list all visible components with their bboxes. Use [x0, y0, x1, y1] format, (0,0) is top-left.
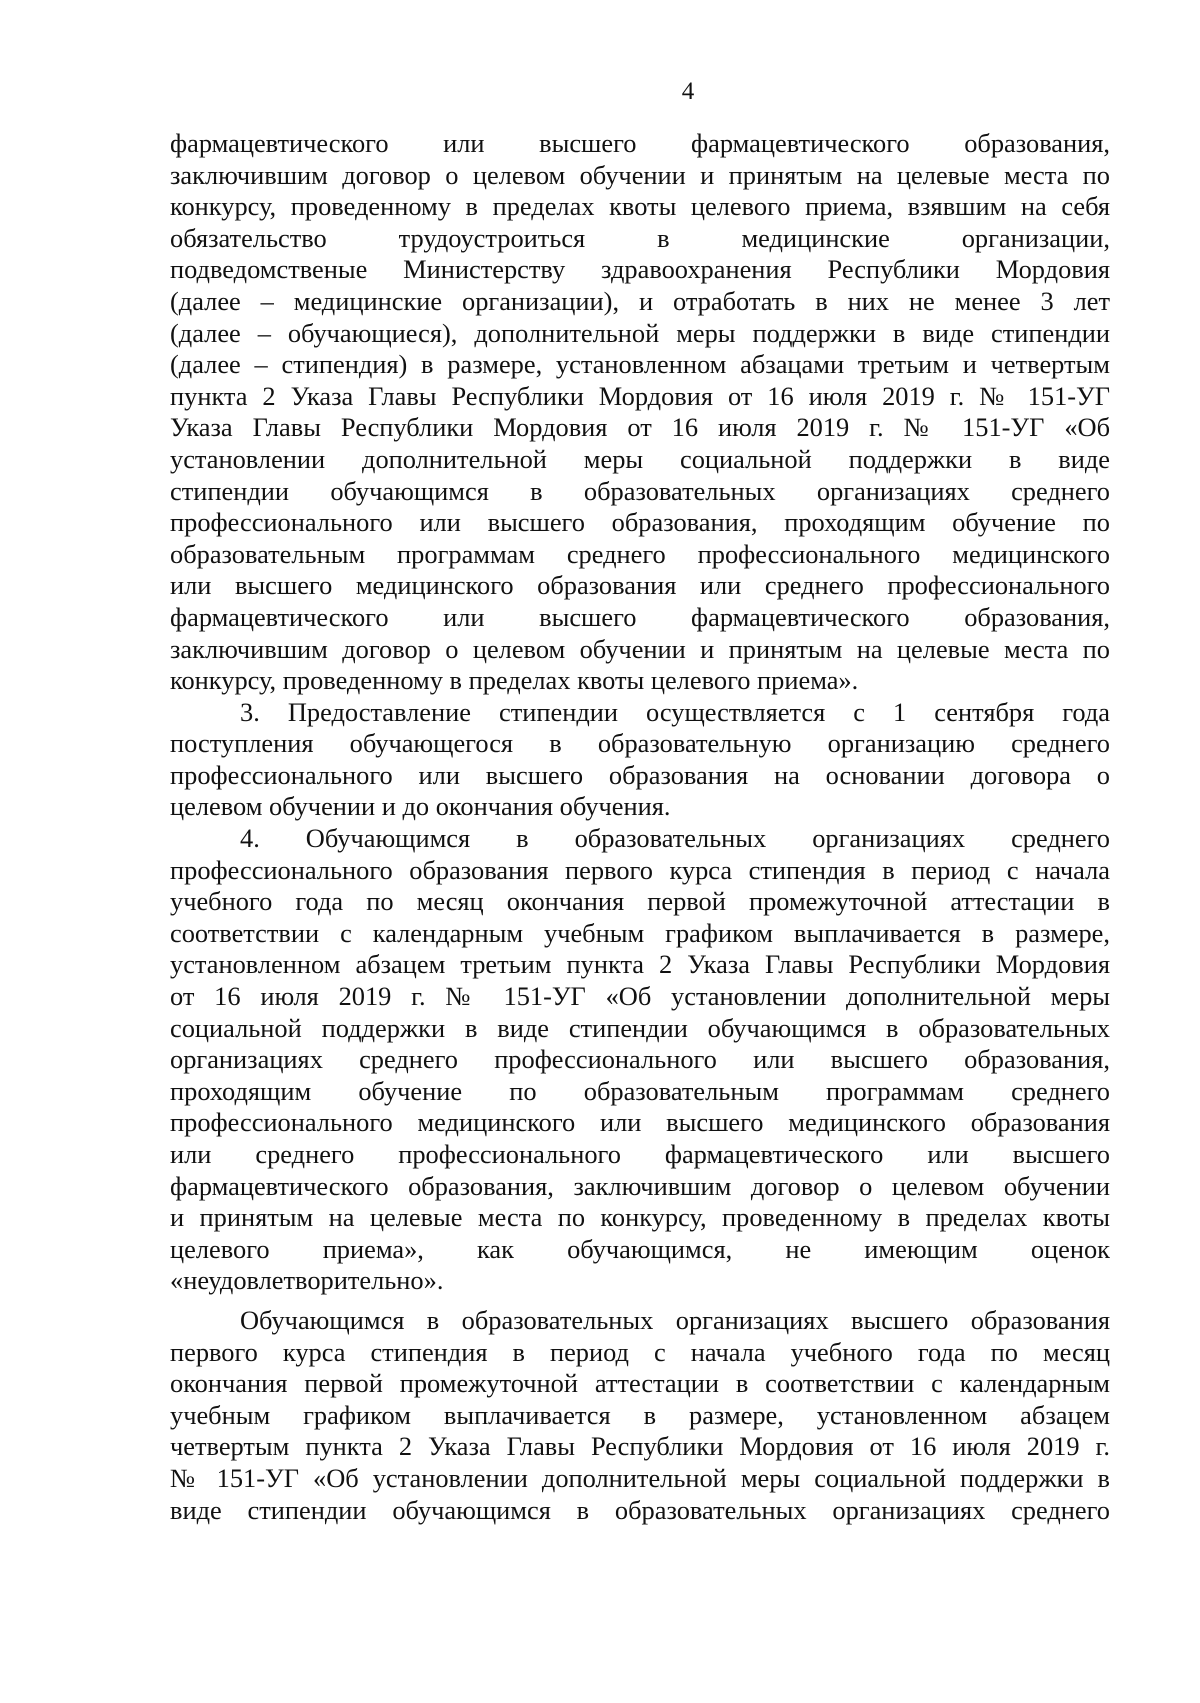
- text-line: 4. Обучающимся в образовательных организациях среднего: [240, 823, 1110, 854]
- text-line: заключившим договор о целевом обучении и принятым на целевые места по: [170, 633, 1110, 664]
- paragraph-p4: [170, 1305, 1110, 1526]
- text-line: организациях среднего профессионального или высшего образования,: [170, 1044, 1110, 1075]
- paragraph-p1: [170, 128, 1110, 697]
- text-line: стипендии обучающимся в образовательных организациях среднего: [170, 475, 1110, 506]
- text-line: учебного года по месяц окончания первой промежуточной аттестации в: [170, 886, 1110, 917]
- text-line: или высшего медицинского образования или среднего профессионального: [170, 570, 1110, 601]
- text-line: образовательным программам среднего профессионального медицинского: [170, 538, 1110, 569]
- text-line: первого курса стипендия в период с начала учебного года по месяц: [170, 1336, 1110, 1367]
- text-line: фармацевтического образования, заключившим договор о целевом обучении: [170, 1170, 1110, 1201]
- text-line: «неудовлетворительно».: [170, 1265, 444, 1296]
- text-line: от 16 июля 2019 г. № 151-УГ «Об установлении дополнительной меры: [170, 981, 1110, 1012]
- text-line: профессионального образования первого курса стипендия в период с начала: [170, 854, 1110, 885]
- text-line: конкурсу, проведенному в пределах квоты целевого приема».: [170, 665, 859, 696]
- text-line: (далее – стипендия) в размере, установленном абзацами третьим и четвертым: [170, 349, 1110, 380]
- text-line: (далее – медицинские организации), и отработать в них не менее 3 лет: [170, 285, 1110, 316]
- page-number: 4: [681, 78, 695, 105]
- text-line: целевом обучении и до окончания обучения.: [170, 791, 671, 822]
- text-line: (далее – обучающиеся), дополнительной меры поддержки в виде стипендии: [170, 317, 1110, 348]
- text-line: поступления обучающегося в образовательную организацию среднего: [170, 728, 1110, 759]
- text-line: соответствии с календарным учебным графиком выплачивается в размере,: [170, 917, 1110, 948]
- text-line: проходящим обучение по образовательным программам среднего: [170, 1075, 1110, 1106]
- paragraph-p3: [170, 823, 1110, 1297]
- text-line: Обучающимся в образовательных организациях высшего образования: [240, 1304, 1110, 1335]
- text-line: фармацевтического или высшего фармацевтического образования,: [170, 601, 1110, 632]
- text-line: и принятым на целевые места по конкурсу, проведенному в пределах квоты: [170, 1202, 1110, 1233]
- text-line: установленном абзацем третьим пункта 2 Указа Главы Республики Мордовия: [170, 949, 1110, 980]
- text-line: окончания первой промежуточной аттестации в соответствии с календарным: [170, 1368, 1110, 1399]
- text-line: профессионального или высшего образования на основании договора о: [170, 759, 1110, 790]
- text-line: или среднего профессионального фармацевтического или высшего: [170, 1139, 1110, 1169]
- text-line: подведомственые Министерству здравоохранения Республики Мордовия: [170, 254, 1110, 285]
- text-line: социальной поддержки в виде стипендии обучающимся в образовательных: [170, 1012, 1110, 1043]
- text-line: установлении дополнительной меры социальной поддержки в виде: [170, 443, 1110, 474]
- document-body: [170, 128, 1110, 1526]
- text-line: профессионального медицинского или высшего медицинского образования: [170, 1107, 1110, 1138]
- text-line: целевого приема», как обучающимся, не имеющим оценок: [170, 1233, 1110, 1264]
- text-line: фармацевтического или высшего фармацевтического образования,: [170, 128, 1110, 158]
- text-line: виде стипендии обучающимся в образовательных организациях среднего: [170, 1494, 1110, 1525]
- text-line: профессионального или высшего образования, проходящим обучение по: [170, 507, 1110, 538]
- text-line: Указа Главы Республики Мордовия от 16 июля 2019 г. № 151-УГ «Об: [170, 412, 1110, 443]
- text-line: заключившим договор о целевом обучении и принятым на целевые места по: [170, 159, 1110, 190]
- text-line: учебным графиком выплачивается в размере, установленном абзацем: [170, 1399, 1110, 1430]
- text-line: пункта 2 Указа Главы Республики Мордовия от 16 июля 2019 г. № 151-УГ: [170, 380, 1110, 411]
- paragraph-p2: [170, 697, 1110, 823]
- text-line: № 151-УГ «Об установлении дополнительной меры социальной поддержки в: [170, 1462, 1110, 1493]
- text-line: 3. Предоставление стипендии осуществляется с 1 сентября года: [240, 696, 1110, 727]
- text-line: конкурсу, проведенному в пределах квоты целевого приема, взявшим на себя: [170, 191, 1110, 222]
- text-line: четвертым пункта 2 Указа Главы Республики Мордовия от 16 июля 2019 г.: [170, 1431, 1110, 1462]
- text-line: обязательство трудоустроиться в медицинские организации,: [170, 222, 1110, 253]
